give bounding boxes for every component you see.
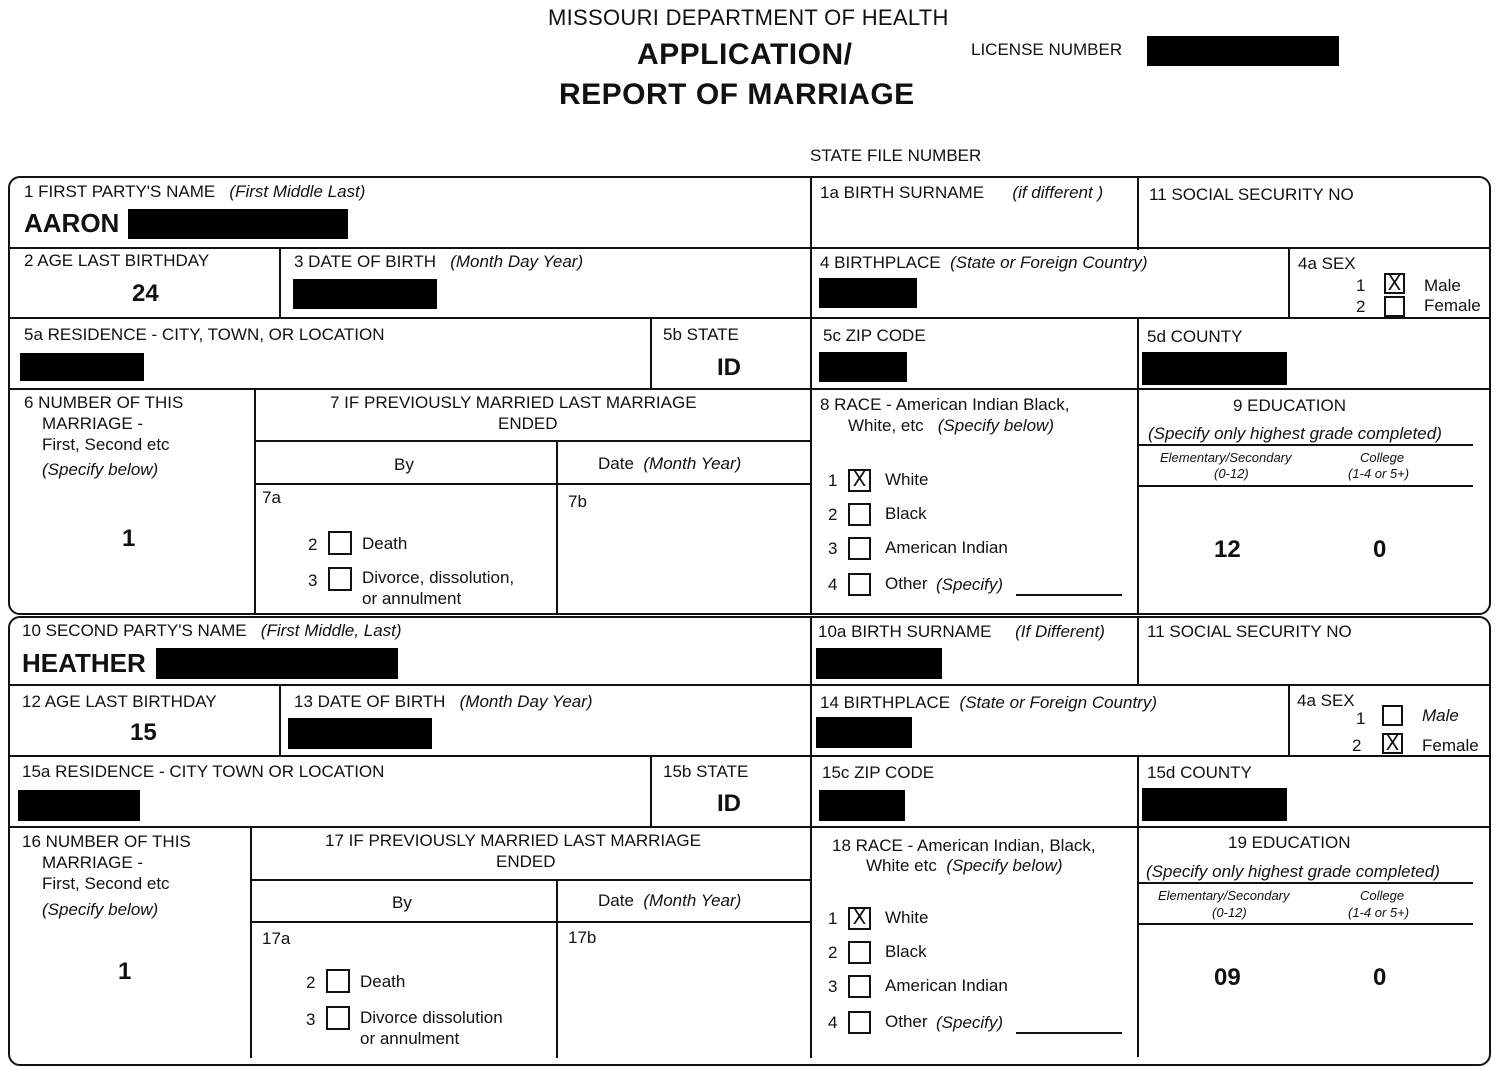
- first-party-college-label: College: [1360, 450, 1405, 465]
- second-party-name-hint: (First Middle, Last): [260, 621, 402, 640]
- second-party-race-option-number: 2: [828, 943, 838, 962]
- second-party-dob-hint: (Month Day Year): [459, 692, 593, 711]
- state-file-number-label: STATE FILE NUMBER: [810, 146, 982, 165]
- first-party-name-label: 1 FIRST PARTY'S NAME: [24, 182, 216, 201]
- first-party-dob-label: 3 DATE OF BIRTH: [294, 252, 437, 271]
- first-party-residence-redaction: [20, 353, 144, 381]
- first-party-race-label-2: White, etc: [848, 416, 924, 435]
- second-party-birthplace-hint: (State or Foreign Country): [959, 693, 1157, 712]
- sex-option-number: 1: [1356, 276, 1366, 295]
- first-party-divorce-label: Divorce, dissolution,: [362, 568, 515, 587]
- first-party-race-american-indian-checkbox[interactable]: [848, 537, 871, 560]
- department-name: MISSOURI DEPARTMENT OF HEALTH: [548, 5, 949, 30]
- first-party-prev-marriage-label-2: ENDED: [498, 414, 558, 433]
- second-party-zip-label: 15c ZIP CODE: [822, 763, 935, 782]
- field-17b-label: 17b: [568, 928, 597, 947]
- second-party-dob-label: 13 DATE OF BIRTH: [294, 692, 446, 711]
- first-party-ssn-label: 11 SOCIAL SECURITY NO: [1149, 185, 1354, 204]
- first-party-divorce-checkbox[interactable]: [328, 567, 352, 591]
- first-party-age-label: 2 AGE LAST BIRTHDAY: [24, 251, 210, 270]
- second-party-female-checkbox[interactable]: X: [1382, 733, 1403, 754]
- second-party-name-value: HEATHER: [22, 648, 146, 678]
- second-party-college-range: (1-4 or 5+): [1348, 905, 1410, 920]
- second-party-county-label: 15d COUNTY: [1147, 763, 1252, 782]
- first-party-race-black-checkbox[interactable]: [848, 503, 871, 526]
- second-party-marriage-number-value: 1: [118, 958, 132, 985]
- field-17a-label: 17a: [262, 929, 291, 948]
- first-party-state-label: 5b STATE: [663, 325, 739, 344]
- first-party-marriage-number-label-3: First, Second etc: [42, 435, 170, 454]
- second-party-race-label: 18 RACE - American Indian, Black,: [832, 836, 1096, 855]
- first-party-name-value: AARON: [24, 208, 120, 238]
- first-party-college-value: 0: [1373, 536, 1387, 563]
- second-party-race-black-checkbox[interactable]: [848, 941, 871, 964]
- sex-option-number: 2: [1352, 736, 1362, 755]
- second-party-college-label: College: [1360, 888, 1405, 903]
- first-party-age-value: 24: [132, 280, 159, 307]
- first-party-marriage-number-label-2: MARRIAGE -: [42, 414, 144, 433]
- second-party-race-american-indian-checkbox[interactable]: [848, 975, 871, 998]
- first-party-state-value: ID: [717, 354, 741, 381]
- second-party-race-other-input[interactable]: [1016, 1032, 1122, 1034]
- first-party-marriage-number-value: 1: [122, 525, 136, 552]
- first-party-residence-label: 5a RESIDENCE - CITY, TOWN, OR LOCATION: [24, 325, 385, 344]
- first-party-county-redaction: [1142, 352, 1287, 385]
- second-party-birth-surname-label: 10a BIRTH SURNAME: [818, 622, 992, 641]
- form-title-line1: APPLICATION/: [637, 38, 853, 71]
- second-party-marriage-number-label: 16 NUMBER OF THIS: [22, 832, 191, 851]
- first-party-female-label: Female: [1424, 296, 1481, 315]
- first-party-race-other-label: Other: [885, 574, 928, 593]
- second-party-race-white-label: White: [885, 908, 929, 927]
- second-party-residence-redaction: [18, 790, 140, 821]
- second-party-age-label: 12 AGE LAST BIRTHDAY: [22, 692, 217, 711]
- second-party-county-redaction: [1142, 788, 1287, 821]
- second-party-race-option-number: 1: [828, 909, 838, 928]
- second-party-male-checkbox[interactable]: [1382, 705, 1403, 726]
- second-party-residence-label: 15a RESIDENCE - CITY TOWN OR LOCATION: [22, 762, 385, 781]
- first-party-sex-label: 4a SEX: [1298, 254, 1356, 273]
- second-party-female-label: Female: [1422, 736, 1479, 755]
- second-party-death-label: Death: [360, 972, 406, 991]
- first-party-education-label: 9 EDUCATION: [1233, 396, 1347, 415]
- first-party-race-other-checkbox[interactable]: [848, 573, 871, 596]
- first-party-elementary-label: Elementary/Secondary: [1160, 450, 1292, 465]
- second-party-age-value: 15: [130, 719, 157, 746]
- first-party-marriage-number-label: 6 NUMBER OF THIS: [24, 393, 184, 412]
- second-party-ssn-label: 11 SOCIAL SECURITY NO: [1147, 622, 1352, 641]
- sex-option-number: 1: [1356, 709, 1366, 728]
- field-7a-label: 7a: [262, 488, 281, 507]
- second-party-marriage-number-hint: (Specify below): [42, 900, 159, 919]
- second-party-birthplace-redaction: [816, 717, 912, 748]
- second-party-name-redaction: [156, 648, 398, 679]
- first-party-death-checkbox[interactable]: [328, 531, 352, 555]
- first-party-male-label: Male: [1424, 276, 1461, 295]
- second-party-marriage-number-label-3: First, Second etc: [42, 874, 170, 893]
- form-title-line2: REPORT OF MARRIAGE: [559, 78, 915, 111]
- second-party-college-value: 0: [1373, 964, 1387, 991]
- second-party-birthplace-label: 14 BIRTHPLACE: [820, 693, 951, 712]
- first-party-male-checkbox[interactable]: X: [1384, 273, 1405, 294]
- first-party-death-label: Death: [362, 534, 408, 553]
- second-party-death-checkbox[interactable]: [326, 969, 350, 993]
- second-party-race-option-number: 4: [828, 1013, 838, 1032]
- first-party-education-hint: (Specify only highest grade completed): [1148, 424, 1442, 443]
- first-party-elementary-value: 12: [1214, 536, 1241, 563]
- second-party-race-other-label: Other: [885, 1012, 928, 1031]
- field-7b-label: 7b: [568, 492, 587, 511]
- first-party-by-label: By: [394, 455, 414, 474]
- divorce-option-number: 3: [308, 571, 318, 590]
- second-party-state-label: 15b STATE: [663, 762, 749, 781]
- first-party-race-american-indian-label: American Indian: [885, 538, 1008, 557]
- second-party-race-other-hint: (Specify): [936, 1013, 1004, 1032]
- first-party-birth-surname-label: 1a BIRTH SURNAME: [820, 183, 985, 202]
- second-party-race-american-indian-label: American Indian: [885, 976, 1008, 995]
- second-party-divorce-label-2: or annulment: [360, 1029, 460, 1048]
- second-party-education-hint: (Specify only highest grade completed): [1146, 862, 1440, 881]
- second-party-marriage-number-label-2: MARRIAGE -: [42, 853, 144, 872]
- second-party-dob-redaction: [288, 718, 432, 749]
- sex-option-number: 2: [1356, 297, 1366, 316]
- death-option-number: 2: [306, 973, 316, 992]
- first-party-elementary-range: (0-12): [1214, 466, 1249, 481]
- first-party-race-option-number: 1: [828, 471, 838, 490]
- first-party-race-hint: (Specify below): [937, 416, 1054, 435]
- first-party-dob-hint: (Month Day Year): [450, 252, 584, 271]
- second-party-race-label-2: White etc: [866, 856, 937, 875]
- first-party-birth-surname-hint: (if different ): [1012, 183, 1104, 202]
- second-party-zip-redaction: [819, 790, 905, 821]
- death-option-number: 2: [308, 535, 318, 554]
- second-party-birth-surname-hint: (If Different): [1015, 622, 1105, 641]
- divorce-option-number: 3: [306, 1010, 316, 1029]
- first-party-race-other-input[interactable]: [1016, 594, 1122, 596]
- first-party-race-option-number: 2: [828, 505, 838, 524]
- second-party-race-black-label: Black: [885, 942, 927, 961]
- second-party-prev-marriage-label: 17 IF PREVIOUSLY MARRIED LAST MARRIAGE: [325, 831, 701, 850]
- second-party-race-other-checkbox[interactable]: [848, 1011, 871, 1034]
- second-party-sex-label: 4a SEX: [1297, 691, 1355, 710]
- second-party-state-value: ID: [717, 790, 741, 817]
- first-party-race-option-number: 3: [828, 539, 838, 558]
- first-party-prev-marriage-label: 7 IF PREVIOUSLY MARRIED LAST MARRIAGE: [330, 393, 697, 412]
- first-party-birthplace-label: 4 BIRTHPLACE: [820, 253, 941, 272]
- first-party-zip-label: 5c ZIP CODE: [823, 326, 926, 345]
- second-party-prev-marriage-label-2: ENDED: [496, 852, 556, 871]
- second-party-race-option-number: 3: [828, 977, 838, 996]
- license-number-redaction: [1147, 36, 1339, 66]
- second-party-divorce-checkbox[interactable]: [326, 1006, 350, 1030]
- first-party-female-checkbox[interactable]: [1384, 296, 1405, 317]
- second-party-date-hint: (Month Year): [643, 891, 742, 910]
- license-number-label: LICENSE NUMBER: [971, 40, 1123, 59]
- first-party-dob-redaction: [293, 279, 437, 309]
- first-party-zip-redaction: [819, 352, 907, 382]
- first-party-race-white-label: White: [885, 470, 929, 489]
- first-party-county-label: 5d COUNTY: [1147, 327, 1243, 346]
- second-party-male-label: Male: [1422, 706, 1459, 725]
- second-party-name-label: 10 SECOND PARTY'S NAME: [22, 621, 247, 640]
- second-party-elementary-value: 09: [1214, 964, 1241, 991]
- first-party-race-option-number: 4: [828, 575, 838, 594]
- first-party-date-hint: (Month Year): [643, 454, 742, 473]
- second-party-divorce-label: Divorce dissolution: [360, 1008, 503, 1027]
- first-party-race-black-label: Black: [885, 504, 927, 523]
- second-party-education-label: 19 EDUCATION: [1228, 833, 1351, 852]
- first-party-name-hint: (First Middle Last): [229, 182, 366, 201]
- first-party-race-white-checkbox[interactable]: X: [848, 469, 871, 492]
- second-party-elementary-range: (0-12): [1212, 905, 1247, 920]
- first-party-birthplace-redaction: [819, 278, 917, 308]
- second-party-race-hint: (Specify below): [946, 856, 1063, 875]
- second-party-race-white-checkbox[interactable]: X: [848, 907, 871, 930]
- first-party-college-range: (1-4 or 5+): [1348, 466, 1410, 481]
- first-party-marriage-number-hint: (Specify below): [42, 460, 159, 479]
- first-party-divorce-label-2: or annulment: [362, 589, 462, 608]
- second-party-by-label: By: [392, 893, 412, 912]
- second-party-date-label: Date: [598, 891, 634, 910]
- first-party-date-label: Date: [598, 454, 634, 473]
- first-party-race-label: 8 RACE - American Indian Black,: [820, 395, 1070, 414]
- first-party-birthplace-hint: (State or Foreign Country): [950, 253, 1148, 272]
- first-party-race-other-hint: (Specify): [936, 575, 1004, 594]
- second-party-elementary-label: Elementary/Secondary: [1158, 888, 1290, 903]
- second-party-birth-surname-redaction: [816, 648, 942, 679]
- first-party-name-redaction: [128, 209, 348, 239]
